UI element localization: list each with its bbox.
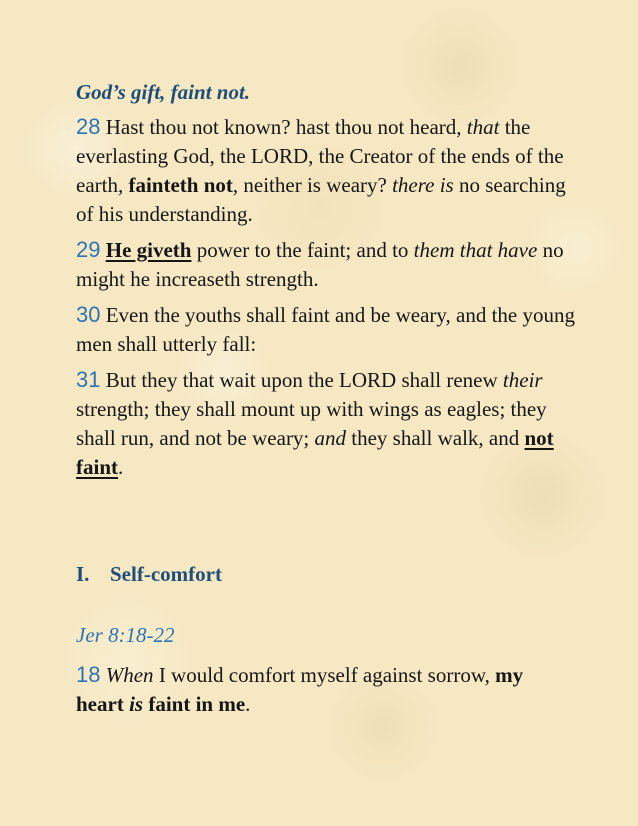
- verse-text: no searching of his understanding.: [76, 173, 566, 226]
- verse-text-italic: and: [314, 426, 347, 450]
- verse-text: But they that wait upon the LORD shall renew: [100, 368, 503, 392]
- scripture-reference: Jer 8:18-22: [76, 623, 175, 647]
- section-title: Self-comfort: [110, 562, 222, 586]
- verse-text-italic: them that have: [413, 238, 538, 262]
- verse-text: I would comfort myself against sorrow,: [153, 663, 496, 687]
- verse-text-italic: When: [105, 663, 154, 687]
- verse-29: [76, 235, 576, 294]
- verse-text-bold: faint in me: [143, 692, 246, 716]
- verse-text: they shall walk, and: [346, 426, 525, 450]
- verse-text: Even the youths shall faint and be weary, and the young men shall utterly fall:: [76, 303, 575, 356]
- verse-number: 31: [76, 367, 101, 392]
- verse-text-italic: there is: [392, 173, 454, 197]
- verse-text: .: [245, 692, 251, 716]
- section-heading: [76, 560, 222, 588]
- verse-text: Hast thou not known? hast thou not heard,: [100, 115, 467, 139]
- verse-18: [76, 660, 576, 719]
- verse-text: the everlasting God, the LORD, the Creator of the ends of the earth,: [76, 115, 564, 197]
- verse-text-bold: fainteth not: [128, 173, 233, 197]
- verse-number: 29: [76, 237, 101, 262]
- document-page: [76, 78, 576, 716]
- verse-text-bold: my heart: [76, 663, 524, 716]
- verse-text: , neither is weary?: [232, 173, 393, 197]
- verse-text: no might he increaseth strength.: [76, 238, 564, 291]
- verse-text-bold-underline: not faint: [76, 426, 554, 479]
- verse-28: [76, 112, 576, 229]
- verse-number: 28: [76, 114, 101, 139]
- verse-text-bold-underline: He giveth: [105, 238, 192, 262]
- verse-text: strength; they shall mount up with wings as eagles; they shall run, and not be weary;: [76, 397, 547, 450]
- verse-31: [76, 365, 576, 482]
- verse-text: .: [118, 455, 124, 479]
- verse-number: 18: [76, 662, 101, 687]
- verse-30: [76, 300, 576, 359]
- section-number: I.: [76, 562, 90, 586]
- verse-text-bold-italic: is: [129, 692, 144, 716]
- verse-text-italic: their: [502, 368, 543, 392]
- passage-heading: God’s gift, faint not.: [76, 80, 251, 104]
- verse-text-italic: that: [466, 115, 500, 139]
- verse-text: power to the faint; and to: [191, 238, 414, 262]
- verse-number: 30: [76, 302, 101, 327]
